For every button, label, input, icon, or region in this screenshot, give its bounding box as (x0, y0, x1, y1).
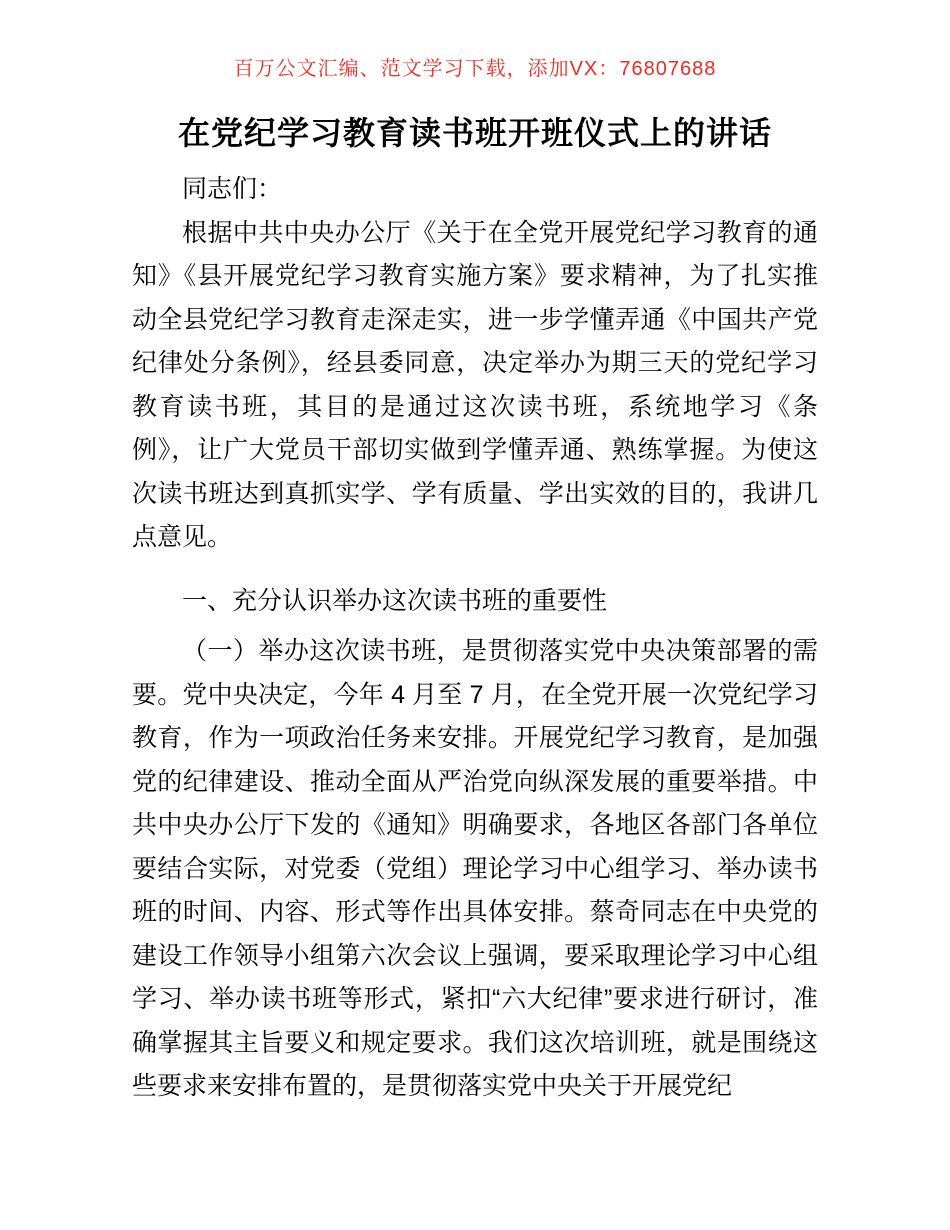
document-title: 在党纪学习教育读书班开班仪式上的讲话 (177, 115, 772, 151)
document-body (132, 168, 818, 1109)
paragraph-salutation: 同志们： (182, 175, 283, 203)
paragraph-intro: 根据中共中央办公厅《关于在全党开展党纪学习教育的通知》《县开展党纪学习教育实施方案》要求精神，为了扎实推动全县党纪学习教育走深走实，进一步学懂弄通《中国共产党纪律处分条例》，经县委同意，决定举办为期三天的党纪学习教育读书班，其目的是通过这次读书班，系统地学习《条例》，让广大党员干部切实做到学懂弄通、熟练掌握。为使这次读书班达到真抓实学、学有质量、学出实效的目的，我讲几点意见。 (132, 218, 818, 551)
promo-notice: 百万公文汇编、范文学习下载，添加VX：76807688 (233, 58, 717, 80)
section-heading-1: 一、充分认识举办这次读书班的重要性 (182, 587, 608, 615)
paragraph-section-1-1: （一）举办这次读书班，是贯彻落实党中央决策部署的需要。党中央决定，今年 4 月至 7 月，在全党开展一次党纪学习教育，作为一项政治任务来安排。开展党纪学习教育，是加强党的纪律建设、推动全面从严治党向纵深发展的重要举措。中共中央办公厅下发的《通知》明确要求，各地区各部门各单位要结合实际，对党委（党组）理论学习中心组学习、举办读书班的时间、内容、形式等作出具体安排。蔡奇同志在中央党的建设工作领导小组第六次会议上强调，要采取理论学习中心组学习、举办读书班等形式，紧扣“六大纪律”要求进行研讨，准确掌握其主旨要义和规定要求。我们这次培训班，就是围绕这些要求来安排布置的，是贯彻落实党中央关于开展党纪 (132, 637, 818, 1100)
